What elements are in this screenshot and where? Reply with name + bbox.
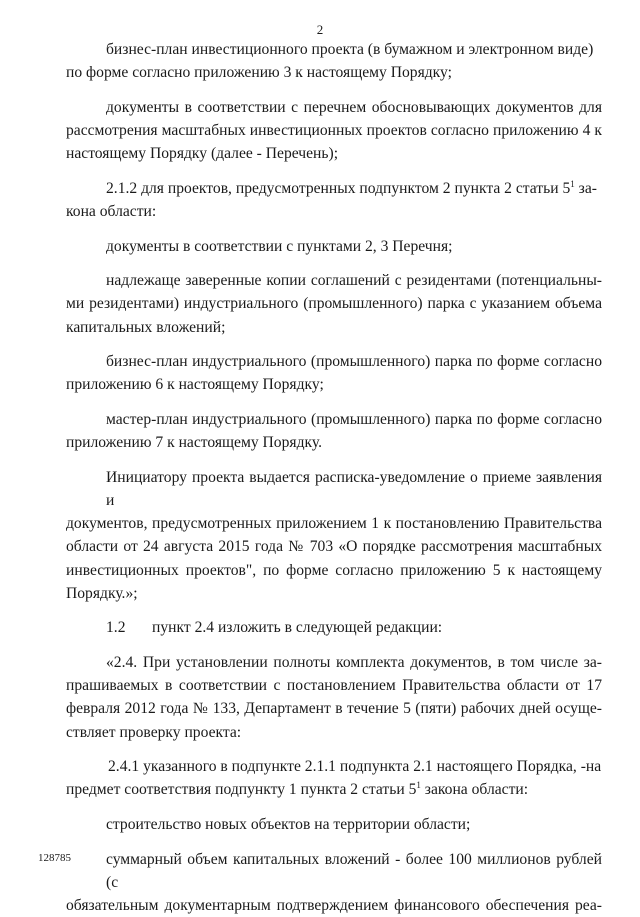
paragraph-line: февраля 2012 года № 133, Департамент в течение 5 (пяти) рабочих дней осуще-: [66, 700, 602, 718]
paragraph-line: капитальных вложений;: [66, 318, 226, 336]
paragraph-line: Порядку.»;: [66, 584, 138, 602]
footer-document-code: 128785: [38, 852, 71, 864]
item-number: 1.2: [106, 619, 126, 637]
paragraph-line: «2.4. При установлении полноты комплекта документов, в том числе за-: [106, 653, 602, 671]
paragraph-line: бизнес-план индустриального (промышленного) парка по форме согласно: [106, 353, 602, 371]
paragraph-line: 2.4.1 указанного в подпункте 2.1.1 подпункта 2.1 настоящего Порядка, -на: [108, 758, 602, 776]
page-number: 2: [316, 22, 324, 37]
paragraph-line: документов, предусмотренных приложением 1 к постановлению Правительства: [66, 515, 602, 533]
line-text: закона области:: [420, 781, 529, 799]
paragraph-line: настоящему Порядку (далее - Перечень);: [66, 145, 339, 163]
paragraph-line: кона области:: [66, 203, 157, 220]
paragraph-line: документы в соответствии с перечнем обосновывающих документов для: [106, 98, 602, 116]
paragraph-line: приложению 6 к настоящему Порядку;: [66, 376, 324, 394]
paragraph-line: мастер-план индустриального (промышленного) парка по форме согласно: [106, 410, 602, 428]
paragraph-line: [66, 778, 602, 801]
paragraph-line: строительство новых объектов на территории области;: [106, 815, 471, 833]
paragraph-line: [66, 616, 602, 639]
paragraph-line: бизнес-план инвестиционного проекта (в бумажном и электронном виде): [106, 41, 594, 58]
paragraph-line: инвестиционных проектов", по форме согласно приложению 5 к настоящему: [66, 561, 602, 579]
line-text: предмет соответствия подпункту 1 пункта 2 статьи 5: [66, 781, 417, 799]
paragraph-line: [66, 177, 602, 200]
superscript: 1: [416, 780, 421, 791]
paragraph-line: Инициатору проекта выдается расписка-уведомление о приеме заявления и: [106, 468, 602, 509]
document-body: [66, 38, 602, 917]
line-text: за-: [574, 179, 597, 197]
paragraph-line: документы в соответствии с пунктами 2, 3 Перечня;: [106, 237, 453, 255]
paragraph-line: прашиваемых в соответствии с постановлением Правительства области от 17: [66, 677, 602, 695]
paragraph-line: по форме согласно приложению 3 к настоящему Порядку;: [66, 64, 452, 82]
superscript: 1: [570, 178, 575, 189]
line-text: 2.1.2 для проектов, предусмотренных подпунктом 2 пункта 2 статьи 5: [106, 179, 571, 197]
paragraph-line: суммарный объем капитальных вложений - более 100 миллионов рублей (с: [106, 850, 602, 891]
line-text: пункт 2.4 изложить в следующей редакции:: [152, 619, 443, 637]
paragraph-line: обязательным документарным подтверждением финансового обеспечения реа-: [66, 896, 602, 914]
paragraph-line: ми резидентами) индустриального (промышленного) парка с указанием объема: [66, 295, 602, 313]
paragraph-line: рассмотрения масштабных инвестиционных проектов согласно приложению 4 к: [66, 122, 602, 139]
paragraph-line: ствляет проверку проекта:: [66, 723, 242, 741]
paragraph-line: области от 24 августа 2015 года № 703 «О порядке рассмотрения масштабных: [66, 538, 602, 556]
paragraph-line: приложению 7 к настоящему Порядку.: [66, 434, 322, 452]
paragraph-line: надлежаще заверенные копии соглашений с резидентами (потенциальны-: [106, 272, 602, 290]
